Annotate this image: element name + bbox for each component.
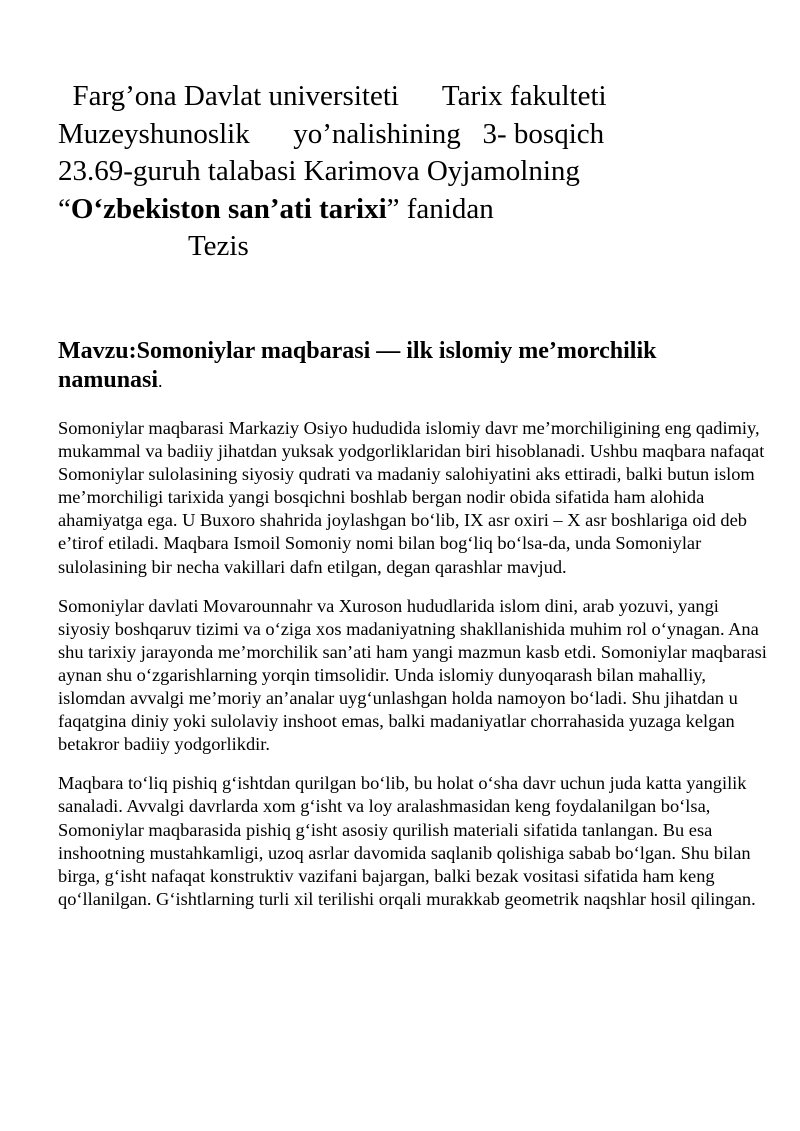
- paragraph: Somoniylar maqbarasi Markaziy Osiyo hududida islomiy davr me’morchiligining eng qadimiy, mukammal va badiiy jihatdan yuksak yodgorliklaridan biri hisoblanadi. Ushbu maqbara nafaqat Somoniylar sulolasining siyosiy qudrati va madaniy salohiyatini aks ettiradi, balki butun islom me’morchiligi tarixida yangi bosqichni boshlab bergan nodir obida sifatida ham alohida ahamiyatga ega. U Buxoro shahrida joylashgan bo‘lib, IX asr oxiri – X asr boshlariga oid deb e’tirof etiladi. Maqbara Ismoil Somoniy nomi bilan bog‘liq bo‘lsa-da, unda Somoniylar sulolasining bir necha vakillari dafn etilgan, degan qarashlar mavjud.: [58, 418, 765, 577]
- title-line-university: Farg’ona Davlat universiteti Tarix fakulteti: [58, 80, 607, 112]
- paragraph: Maqbara to‘liq pishiq g‘ishtdan qurilgan bo‘lib, bu holat o‘sha davr uchun juda katta yangilik sanaladi. Avvalgi davrlarda xom g‘isht va loy aralashmasidan keng foydalanilgan bo‘lsa, Somoniylar maqbarasida pishiq g‘isht asosiy qurilish materiali sifatida tanlangan. Bu esa inshootning mustahkamligi, uzoq asrlar davomida saqlanib qolishiga sabab bo‘lgan. Shu bilan birga, g‘isht nafaqat konstruktiv vazifani bajargan, balki bezak vositasi sifatida ham keng qo‘llanilgan. G‘ishtlarning turli xil terilishi orqali murakkab geometrik naqshlar hosil qilingan.: [58, 773, 756, 909]
- open-quote: “: [58, 192, 71, 225]
- title-line-direction: Muzeyshunoslik yo’nalishining 3- bosqich: [58, 117, 605, 150]
- title-line-student: 23.69-guruh talabasi Karimova Oyjamolning: [58, 155, 580, 187]
- title-line-subject: [58, 191, 758, 229]
- topic-end-dot: .: [158, 371, 163, 391]
- paragraph: Somoniylar davlati Movarounnahr va Xuroson hududlarida islom dini, arab yozuvi, yangi siyosiy boshqaruv tizimi va o‘ziga xos madaniyatning shakllanishida muhim rol o‘ynagan. Ana shu tarixiy jarayonda me’morchilik san’ati ham yangi mazmun kasb etdi. Somoniylar maqbarasi aynan shu o‘zgarishlarning yorqin timsolidir. Unda islomiy dunyoqarash bilan mahalliy, islomdan avvalgi me’moriy an’analar uyg‘unlashgan holda namoyon bo‘ladi. Shu jihatdan u faqatgina diniy yoki sulolaviy inshoot emas, balki madaniyatlar chorrahasida yuzaga kelgan betakror badiiy yodgorlikdir.: [58, 595, 767, 755]
- subject-suffix: ” fanidan: [386, 192, 494, 225]
- topic-text: Mavzu:Somoniylar maqbarasi — ilk islomiy me’morchilik namunasi: [58, 338, 657, 393]
- title-block: [58, 78, 758, 266]
- subject-name: O‘zbekiston san’ati tarixi: [70, 192, 387, 225]
- body-text: [58, 417, 768, 927]
- topic-heading: [58, 337, 758, 396]
- title-line-tezis: Tezis: [58, 230, 249, 262]
